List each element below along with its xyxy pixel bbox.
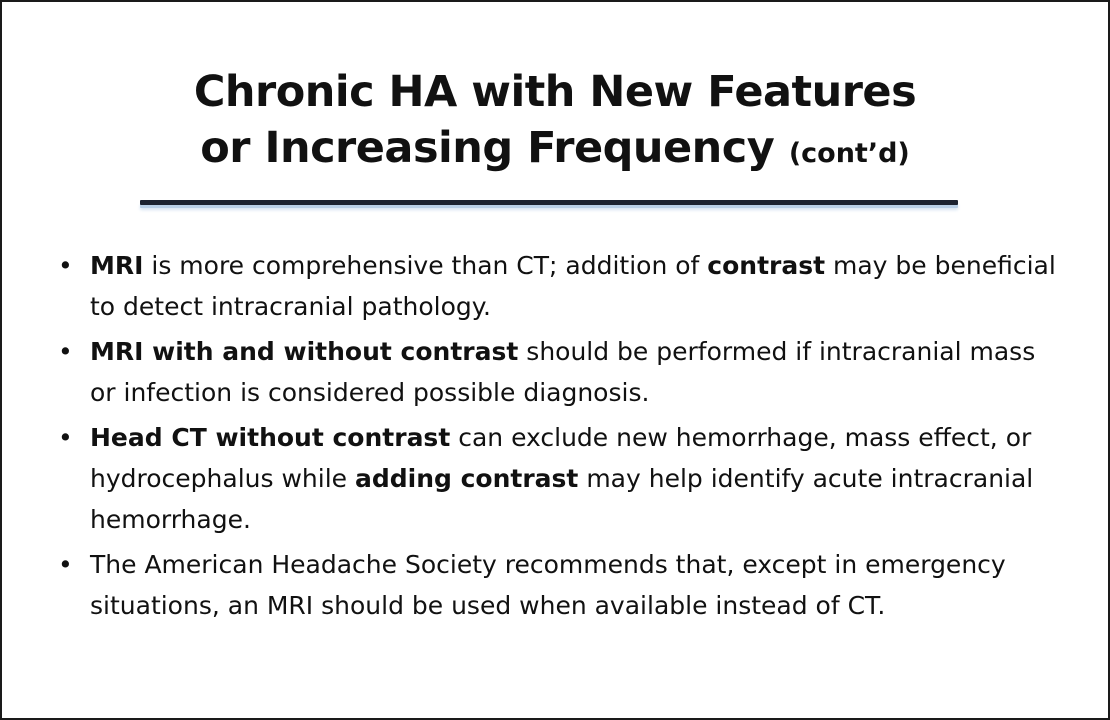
title-suffix: (cont’d) — [788, 138, 910, 169]
bullet-text: should be performed if intracranial mass or infection is considered possible diagnosis. — [90, 337, 1036, 407]
bullet-bold-text: MRI — [90, 251, 144, 280]
bullet-dot-icon: • — [58, 550, 73, 579]
title-line-2 — [2, 120, 1108, 182]
bullet-item — [56, 417, 1056, 540]
bullet-item — [56, 544, 1056, 626]
bullet-dot-icon: • — [58, 423, 73, 452]
title-divider — [140, 200, 958, 205]
bullet-bold-text: MRI with and without contrast — [90, 337, 519, 366]
slide-title — [2, 64, 1108, 182]
bullet-dot-icon: • — [58, 337, 73, 366]
bullet-list — [56, 245, 1056, 630]
bullet-bold-text: Head CT without contrast — [90, 423, 451, 452]
bullet-item — [56, 245, 1056, 327]
bullet-text: is more comprehensive than CT; addition of — [143, 251, 708, 280]
bullet-text: can exclude new hemorrhage, mass effect, or hydrocephalus while — [90, 423, 1032, 493]
bullet-text: may be beneficial to detect intracranial pathology. — [90, 251, 1056, 321]
bullet-dot-icon: • — [58, 251, 73, 280]
bullet-text: may help identify acute intracranial hemorrhage. — [90, 464, 1034, 534]
bullet-bold-text: adding contrast — [354, 464, 579, 493]
bullet-item — [56, 331, 1056, 413]
title-line-2-text: or Increasing Frequency — [200, 123, 775, 173]
bullet-text: The American Headache Society recommends that, except in emergency situations, an MRI should be used when available instead of CT. — [90, 550, 1006, 620]
title-line-1: Chronic HA with New Features — [193, 67, 917, 117]
bullet-bold-text: contrast — [707, 251, 826, 280]
